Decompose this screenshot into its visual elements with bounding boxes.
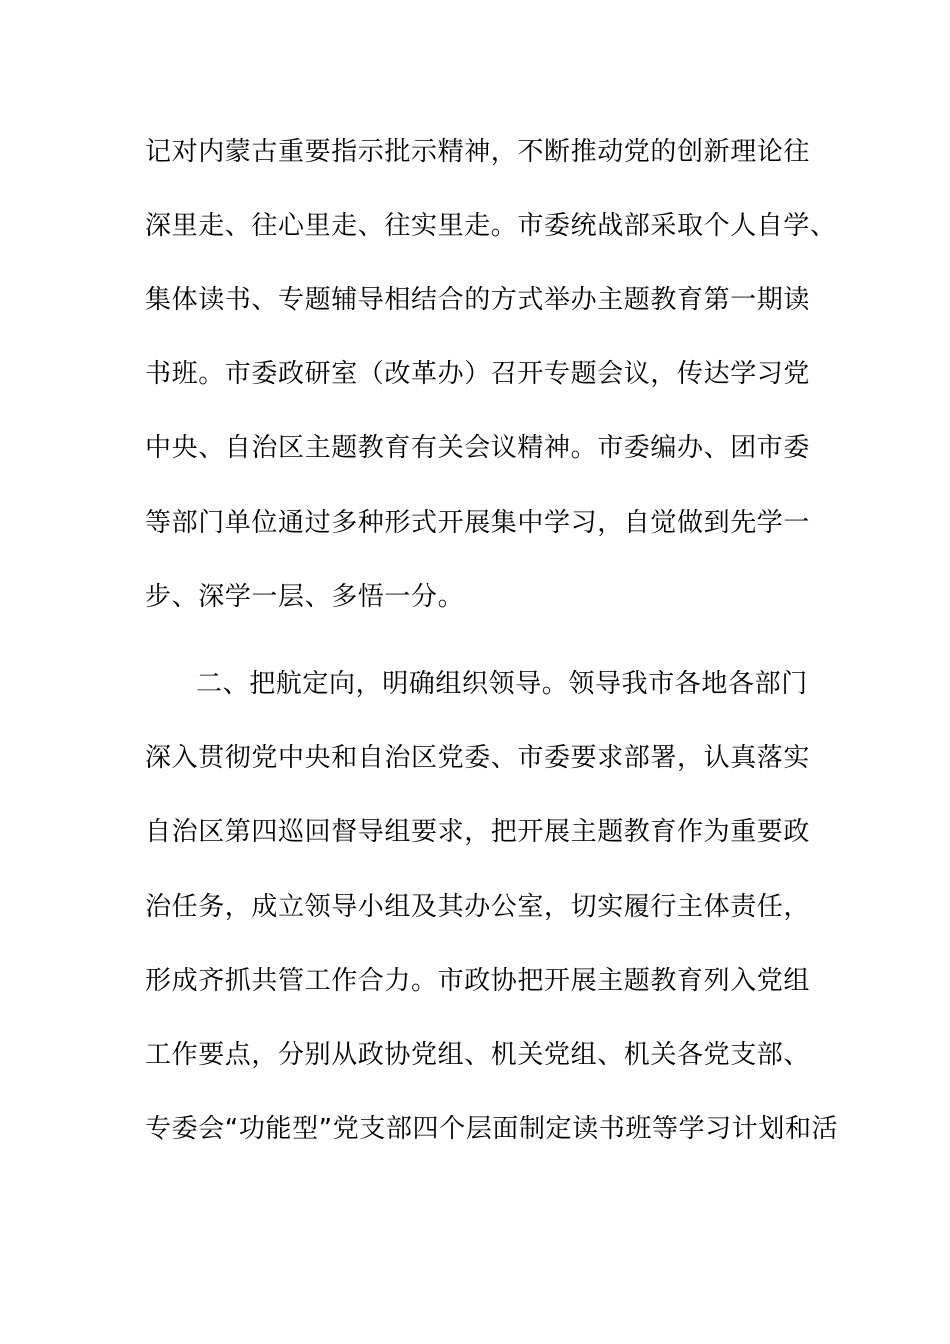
text-line: 书班。市委政研室（改革办）召开专题会议，传达学习党 [145,359,811,389]
text-line: 自治区第四巡回督导组要求，把开展主题教育作为重要政 [145,817,811,847]
text-line: 深里走、往心里走、往实里走。市委统战部采取个人自学、 [145,211,837,241]
text-line: 治任务，成立领导小组及其办公室，切实履行主体责任， [145,892,811,922]
section-heading-line: 二、把航定向，明确组织领导。领导我市各地各部门 [196,669,808,699]
text-line: 集体读书、专题辅导相结合的方式举办主题教育第一期读 [145,285,811,315]
text-line: 记对内蒙古重要指示批示精神，不断推动党的创新理论往 [145,137,811,167]
text-line: 专委会“功能型”党支部四个层面制定读书班等学习计划和活 [145,1114,839,1144]
text-line: 工作要点，分别从政协党组、机关党组、机关各党支部、 [145,1040,811,1070]
text-line: 深入贯彻党中央和自治区党委、市委要求部署，认真落实 [145,743,811,773]
text-line: 等部门单位通过多种形式开展集中学习，自觉做到先学一 [145,508,811,538]
text-line: 形成齐抓共管工作合力。市政协把开展主题教育列入党组 [145,966,811,996]
text-line: 步、深学一层、多悟一分。 [145,582,465,612]
text-line: 中央、自治区主题教育有关会议精神。市委编办、团市委 [145,433,811,463]
